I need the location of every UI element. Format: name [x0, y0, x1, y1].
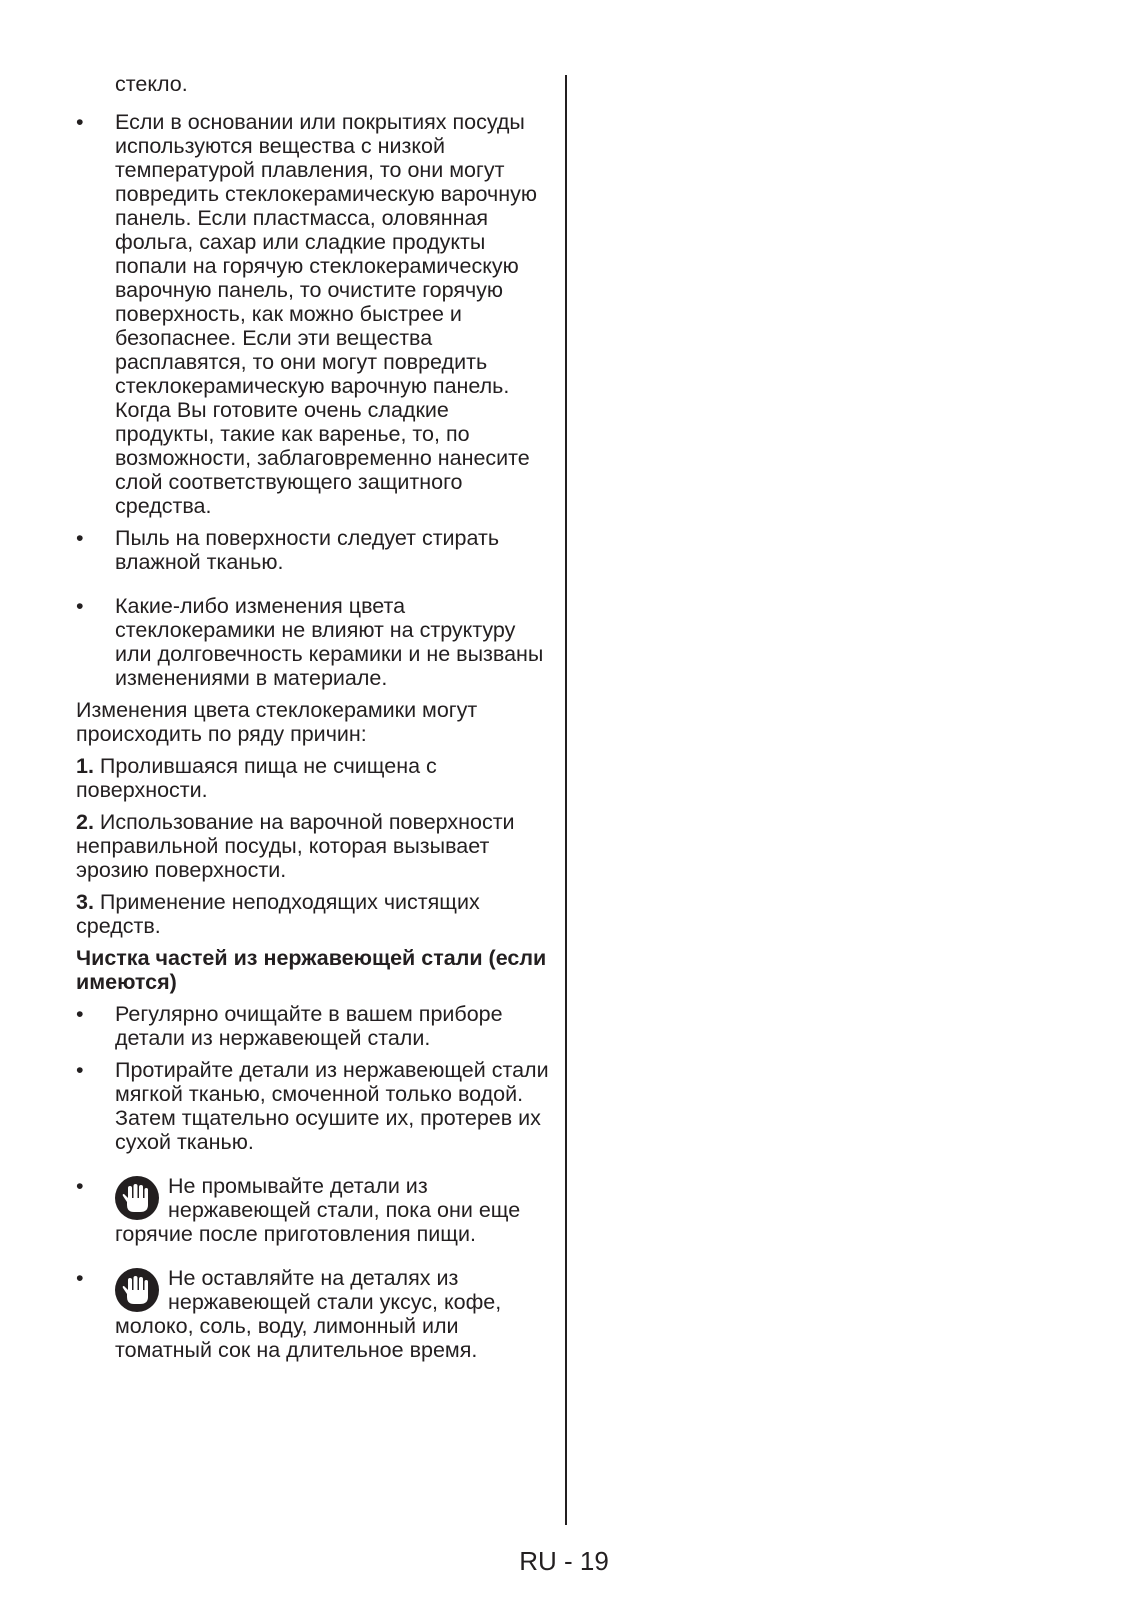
list-item: [76, 1058, 552, 1154]
bullet-marker: •: [76, 1174, 84, 1198]
list-item: [76, 1002, 552, 1050]
cause-text: Применение неподходящих чистящих средств.: [76, 890, 480, 938]
cause-text: Использование на варочной поверхности неправильной посуды, которая вызывает эрозию поверхности.: [76, 810, 515, 882]
left-column: [76, 72, 552, 1362]
bullet-marker: •: [76, 110, 84, 134]
section-heading: Чистка частей из нержавеющей стали (если имеются): [76, 946, 547, 994]
warning-text: Не промывайте детали из нержавеющей стали, пока они еще горячие после приготовления пищи.: [115, 1174, 521, 1246]
bullet-text: Протирайте детали из нержавеющей стали мягкой тканью, смоченной только водой. Затем тщательно осушите их, протерев их сухой тканью.: [115, 1058, 549, 1154]
warning-item: [76, 1174, 552, 1246]
bullet-marker: •: [76, 1002, 84, 1026]
cause-number: 2.: [76, 810, 94, 834]
list-item: [76, 110, 552, 518]
bullet-text: Регулярно очищайте в вашем приборе детали из нержавеющей стали.: [115, 1002, 503, 1050]
bullet-text: Какие-либо изменения цвета стеклокерамики не влияют на структуру или долговечность керамики и не вызваны изменениями в материале.: [115, 594, 544, 690]
warning-text: Не оставляйте на деталях из нержавеющей стали уксус, кофе, молоко, соль, воду, лимонный или томатный сок на длительное время.: [115, 1266, 502, 1362]
bullet-text: Пыль на поверхности следует стирать влажной тканью.: [115, 526, 500, 574]
cause-item: [76, 890, 552, 938]
bullet-marker: •: [76, 1058, 84, 1082]
bullet-marker: •: [76, 594, 84, 618]
hand-stop-icon: [115, 1268, 159, 1312]
bullet-marker: •: [76, 1266, 84, 1290]
causes-intro: Изменения цвета стеклокерамики могут происходить по ряду причин:: [76, 698, 478, 746]
cause-item: [76, 754, 552, 802]
bullet-text: Если в основании или покрытиях посуды используются вещества с низкой температурой плавления, то они могут повредить стеклокерамическую варочную панель. Если пластмасса, оловянная фольга, сахар или сладкие продукты попали на горячую стеклокерамическую варочную панель, то очистите горячую поверхность, как можно быстрее и безопаснее. Если эти вещества расплавятся, то они могут повредить стеклокерамическую варочную панель. Когда Вы готовите очень сладкие продукты, такие как варенье, то, по возможности, заблаговременно нанесите слой соответствующего защитного средства.: [115, 110, 537, 518]
bullet-marker: •: [76, 526, 84, 550]
cause-number: 3.: [76, 890, 94, 914]
column-divider: [565, 75, 567, 1525]
hand-stop-icon: [115, 1176, 159, 1220]
cause-text: Пролившаяся пища не счищена с поверхности.: [76, 754, 437, 802]
warning-item: [76, 1266, 552, 1362]
list-item: [76, 526, 552, 574]
cause-item: [76, 810, 552, 882]
cause-number: 1.: [76, 754, 94, 778]
page-number: RU - 19: [519, 1546, 609, 1576]
continuation-text: стекло.: [115, 72, 188, 96]
list-item: [76, 594, 552, 690]
